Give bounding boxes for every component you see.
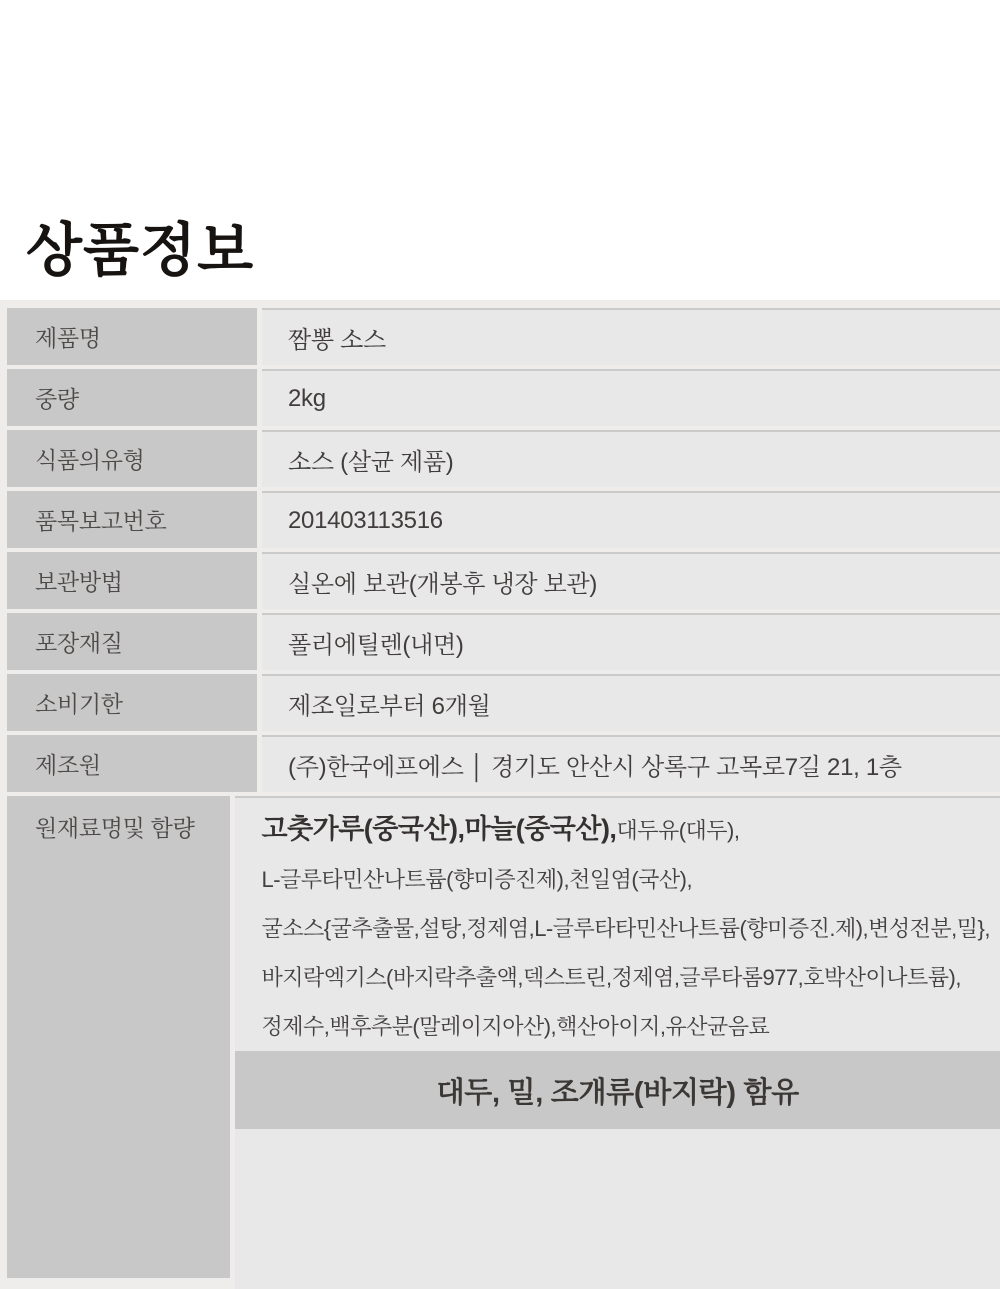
ingredients-right-column bbox=[235, 796, 1000, 1289]
table-row-report-number bbox=[0, 491, 1000, 548]
table-row-weight bbox=[0, 369, 1000, 426]
row-value: 폴리에틸렌(내면) bbox=[262, 613, 1000, 670]
row-label: 식품의유형 bbox=[7, 430, 257, 487]
bottom-filler bbox=[235, 1129, 1000, 1289]
row-value: 제조일로부터 6개월 bbox=[262, 674, 1000, 731]
row-value: 201403113516 bbox=[262, 491, 1000, 548]
ingredients-line: 굴소스{굴추출물,설탕,정제염,L-글루타타민산나트륨(향미증진.제),변성전분,밀}, bbox=[261, 916, 990, 941]
row-value: (주)한국에프에스 │ 경기도 안산시 상록구 고목로7길 21, 1층 bbox=[262, 735, 1000, 792]
table-row-shelf-life bbox=[0, 674, 1000, 731]
product-info-table bbox=[0, 300, 1000, 1289]
ingredients-line: L-글루타민산나트륨(향미증진제),천일염(국산), bbox=[261, 867, 693, 892]
ingredients-text bbox=[235, 796, 1000, 1051]
page-title: 상품정보 bbox=[26, 218, 255, 283]
ingredients-line: 바지락엑기스(바지락추출액,덱스트린,정제염,글루타롬977,호박산이나트륨), bbox=[261, 965, 961, 990]
row-value: 소스 (살균 제품) bbox=[262, 430, 1000, 487]
row-label: 보관방법 bbox=[7, 552, 257, 609]
row-label: 소비기한 bbox=[7, 674, 257, 731]
table-row-ingredients bbox=[0, 796, 1000, 1289]
ingredients-label: 원재료명및 함량 bbox=[7, 796, 230, 1278]
row-value: 실온에 보관(개봉후 냉장 보관) bbox=[262, 552, 1000, 609]
table-row-food-type bbox=[0, 430, 1000, 487]
allergen-notice-band bbox=[235, 1051, 1000, 1129]
ingredients-lead-bold: 고춧가루(중국산),마늘(중국산), bbox=[261, 814, 617, 844]
table-row-manufacturer bbox=[0, 735, 1000, 792]
ingredients-line-rest: 대두유(대두), bbox=[616, 818, 740, 843]
row-label: 중량 bbox=[7, 369, 257, 426]
row-label: 포장재질 bbox=[7, 613, 257, 670]
table-row-packaging-material bbox=[0, 613, 1000, 670]
ingredients-line: 정제수,백후추분(말레이지아산),핵산아이지,유산균음료 bbox=[261, 1014, 770, 1039]
table-row-product-name bbox=[0, 308, 1000, 365]
row-label: 품목보고번호 bbox=[7, 491, 257, 548]
row-label: 제품명 bbox=[7, 308, 257, 365]
row-value: 짬뽕 소스 bbox=[262, 308, 1000, 365]
row-label: 제조원 bbox=[7, 735, 257, 792]
allergen-notice-text: 대두, 밀, 조개류(바지락) 함유 bbox=[436, 1076, 799, 1109]
row-value: 2kg bbox=[262, 369, 1000, 426]
ingredients-line bbox=[261, 805, 990, 855]
table-row-storage-method bbox=[0, 552, 1000, 609]
